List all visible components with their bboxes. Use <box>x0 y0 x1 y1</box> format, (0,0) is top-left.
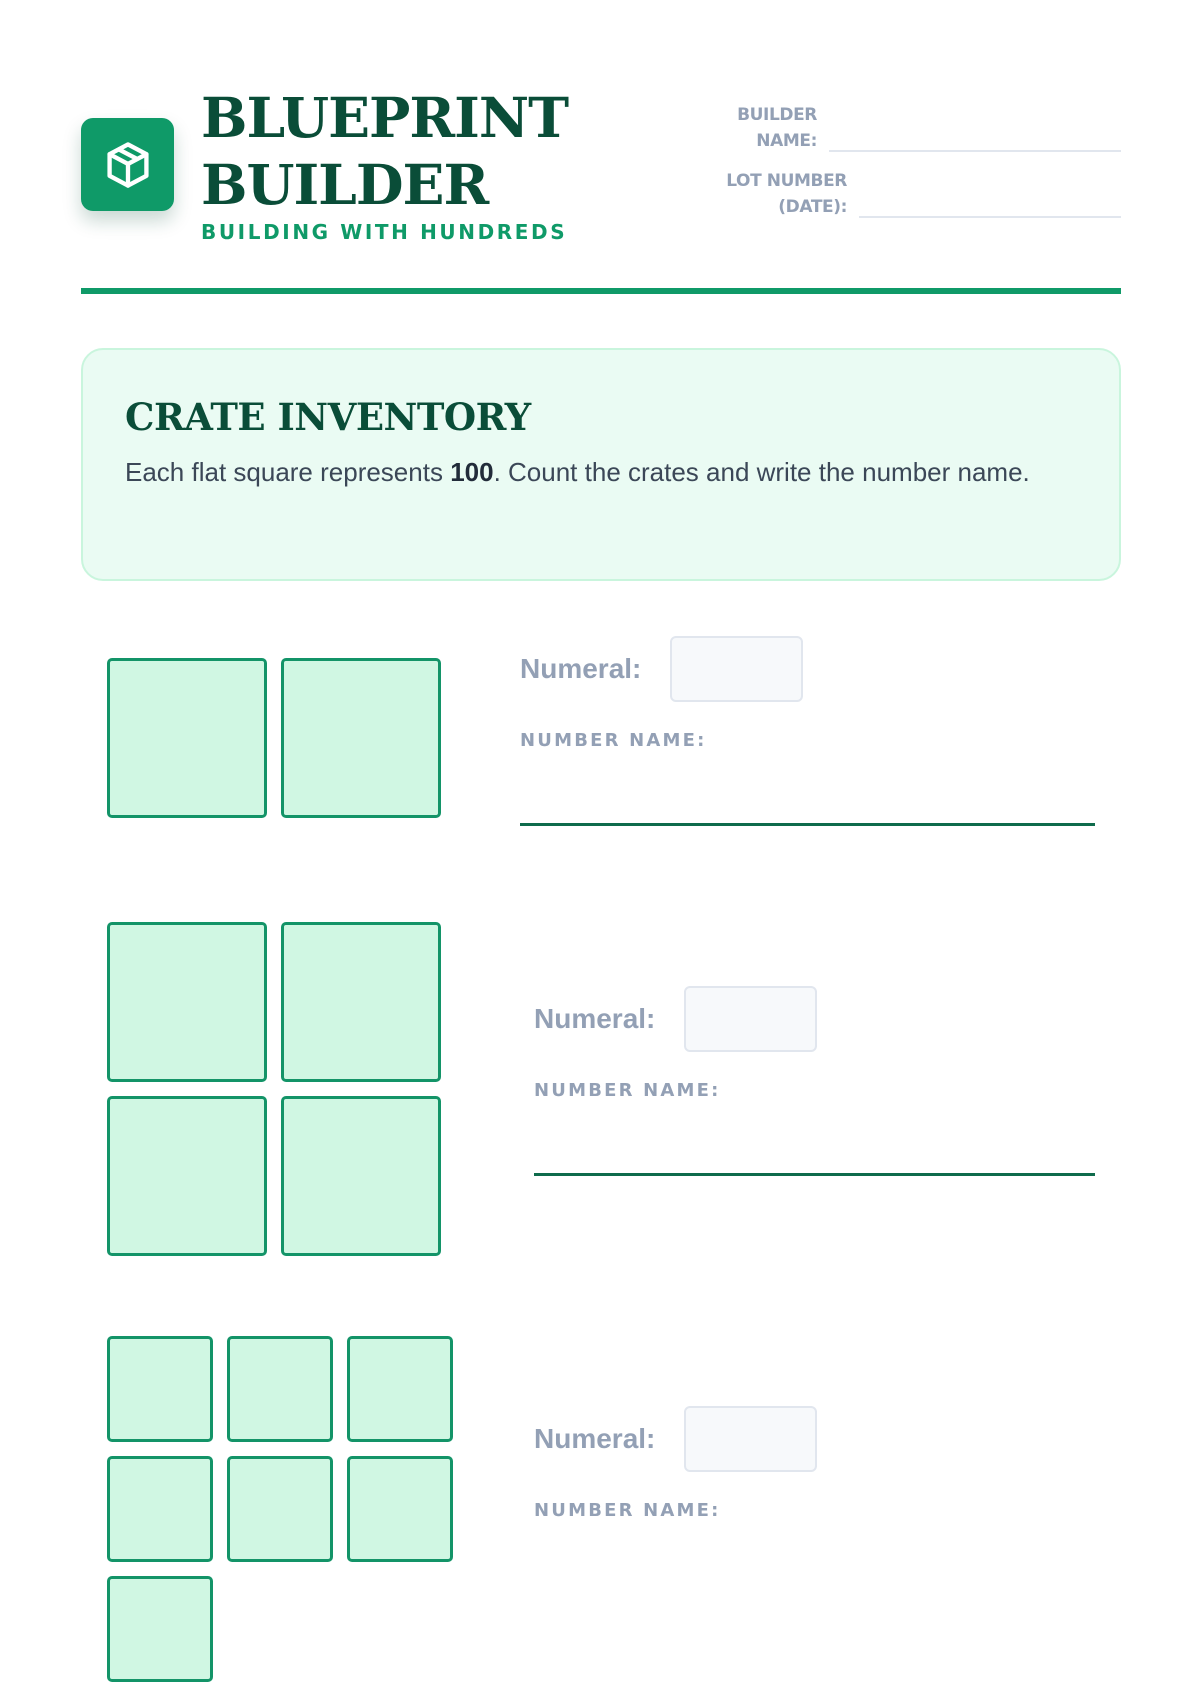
number-name-field[interactable] <box>520 823 1095 826</box>
numeral-input[interactable] <box>684 1406 817 1472</box>
hundred-flat-crate <box>107 1096 267 1256</box>
instructions-text <box>125 452 1055 492</box>
hundred-flat-crate <box>347 1456 453 1562</box>
hundred-flat-crate <box>281 922 441 1082</box>
numeral-label: Numeral: <box>534 1003 656 1034</box>
page-title: BLUEPRINT BUILDER <box>201 85 569 217</box>
answer-area <box>534 986 1095 1176</box>
numeral-label: Numeral: <box>534 1423 656 1454</box>
numeral-label: Numeral: <box>520 653 642 684</box>
numeral-row <box>534 1406 1095 1472</box>
hundred-flat-crate <box>107 1576 213 1682</box>
instructions-title: CRATE INVENTORY <box>125 395 531 439</box>
numeral-row <box>534 986 1095 1052</box>
hundred-flat-crate <box>227 1336 333 1442</box>
lot-number-row <box>701 168 1121 220</box>
instructions-card <box>81 348 1121 581</box>
hundred-flat-crate <box>281 658 441 818</box>
number-name-field[interactable] <box>534 1173 1095 1176</box>
hundred-flat-crate <box>227 1456 333 1562</box>
numeral-input[interactable] <box>684 986 817 1052</box>
builder-name-field[interactable] <box>829 150 1121 152</box>
instructions-text-start: Each flat square represents <box>125 457 451 487</box>
numeral-input[interactable] <box>670 636 803 702</box>
lot-number-field[interactable] <box>859 216 1121 218</box>
worksheet-header <box>81 84 1121 294</box>
crate-group <box>107 658 441 818</box>
title-block <box>201 84 621 244</box>
hundred-flat-crate <box>347 1336 453 1442</box>
builder-name-row <box>701 102 1121 154</box>
crate-group <box>107 922 441 1256</box>
hundred-flat-crate <box>107 922 267 1082</box>
logo <box>81 118 174 211</box>
answer-area <box>534 1406 1095 1521</box>
number-name-label: NUMBER NAME: <box>534 1080 721 1101</box>
hundred-flat-crate <box>107 1456 213 1562</box>
student-fields <box>701 102 1121 234</box>
builder-name-label: BUILDER NAME: <box>737 105 817 151</box>
cube-icon <box>102 139 154 191</box>
answer-area <box>520 636 1095 826</box>
lot-number-label: LOT NUMBER (DATE): <box>726 171 847 217</box>
header-divider <box>81 288 1121 294</box>
numeral-row <box>520 636 1095 702</box>
number-name-label: NUMBER NAME: <box>534 1500 721 1521</box>
number-name-label: NUMBER NAME: <box>520 730 707 751</box>
hundred-flat-crate <box>281 1096 441 1256</box>
page-subtitle: BUILDING WITH HUNDREDS <box>201 220 568 244</box>
hundred-flat-crate <box>107 658 267 818</box>
instructions-text-value: 100 <box>450 457 494 487</box>
hundred-flat-crate <box>107 1336 213 1442</box>
crate-group <box>107 1336 453 1682</box>
instructions-text-end: . Count the crates and write the number name. <box>493 457 1030 487</box>
